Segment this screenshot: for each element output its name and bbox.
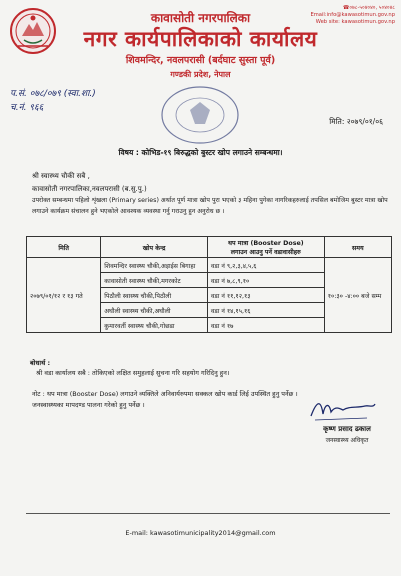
letter-subject: विषय : कोभिड-१९ बिरुद्धको बुस्टर खोप लगाउने सम्बन्धमा। [118, 148, 283, 157]
wards-cell: वडा नं ७,८,९,१० [207, 273, 324, 288]
office-stamp-icon [150, 80, 250, 150]
addressee-line-2: कावासोती नगरपालिका,नवलपरासी (ब.सु.पु.) [32, 185, 147, 193]
center-cell: पिठौली स्वास्थ्य चौकी,पिठौली [101, 288, 208, 303]
header-wards [207, 237, 324, 258]
municipality-name: कावासोती नगरपालिका [150, 11, 251, 25]
addressee-line-1: श्री स्वास्थ्य चौकी सबै , [32, 172, 90, 180]
addressee [32, 170, 147, 196]
footer-email: E-mail: kawasotimunicipality2014@gmail.com [125, 529, 276, 537]
office-province: गण्डकी प्रदेश, नेपाल [170, 70, 231, 79]
wards-cell: वडा नं १७ [207, 318, 324, 333]
signature-icon [307, 396, 379, 424]
center-cell: शिवमन्दिर स्वास्थ्य चौकी,अइाईस बिगाहा [101, 258, 208, 273]
cc-label: बोधार्थ : [30, 359, 51, 367]
header-wards-line-1: थप मात्रा (Booster Dose) [228, 240, 304, 247]
dispatch-number: च.नं. ९६६ [10, 103, 44, 113]
contact-email: Email:info@kawasotimun.gov.np [310, 12, 395, 18]
signer-title: जनस्वास्थ्य अधिकृत [325, 437, 369, 444]
table-row [27, 258, 392, 273]
center-cell: अघौली स्वास्थ्य चौकी,अघौली [101, 303, 208, 318]
office-address: शिवमन्दिर, नवलपरासी (बर्दघाट सुस्ता पूर्व) [125, 55, 276, 66]
schedule-date: २०७९/०१/१२ र १३ गते [27, 258, 101, 333]
wards-cell: वडा नं ११,१२,१३ [207, 288, 324, 303]
letter-body: उपरोक्त सम्बन्धमा पहिलो शृंखला (Primary series) अर्थात पूर्ण मात्रा खोप पुरा भएको ३ महिना पुगेका नागरिकहरुलाई तपसिल बमोजिम बुस्टर मात्रा खोप लगाउने कार्यक्रम संचालन हुने भएकोले आवश्यक व्यवस्था गर्नु गराउनु हुन अनुरोध छ । [32, 197, 388, 215]
letter-date: मिति: २०७९/०१/०६ [329, 117, 383, 126]
contact-web: Web site: kawasotimun.gov.np [315, 19, 395, 25]
office-title: नगर कार्यपालिकाको कार्यालय [83, 27, 318, 51]
note-line-2: जनस्वास्थ्यका मापदण्ड पालना गरेको हुनु पर्नेछ । [32, 401, 145, 409]
center-cell: कुमारवर्ती स्वास्थ्य चौकी,गोछडा [101, 318, 208, 333]
booster-schedule-table [26, 236, 392, 333]
wards-cell: वडा नं ९,२,३,४,५,६ [207, 258, 324, 273]
table-header-row [27, 237, 392, 258]
contact-phone: ☎०७८-५०४०४०, ५०४०४८ [342, 5, 395, 11]
wards-cell: वडा नं १४,१५,१६ [207, 303, 324, 318]
header-date: मिति [27, 237, 101, 258]
note-line-1: नोट : थप मात्रा (Booster Dose) लगाउने व्यक्तिले अनिवार्यरुपमा सक्कल खोप कार्ड लिई उपस्थित हुनु पर्नेछ । [32, 390, 298, 398]
cc-line: श्री वडा कार्यालय सबै : तोकिएको लक्षित समुहलाई सुचना गरि सहयोग गरिदिनु हुन। [36, 369, 230, 377]
header-center: खोप केन्द्र [101, 237, 208, 258]
schedule-time: १०:३० -४:०० बजे सम्म [324, 258, 391, 333]
header-time: समय [324, 237, 391, 258]
letter-number: प.सं. ०७८/०७९ (स्वा.शा.) [10, 89, 96, 99]
signer-name: कृष्ण प्रसाद ढकाल [323, 425, 371, 433]
header-wards-line-2: लगाउन आउनु पर्ने वडावासीहरु [230, 249, 301, 256]
footer-divider [26, 513, 390, 514]
center-cell: कावासोती स्वास्थ्य चौकी,मगरकोट [101, 273, 208, 288]
